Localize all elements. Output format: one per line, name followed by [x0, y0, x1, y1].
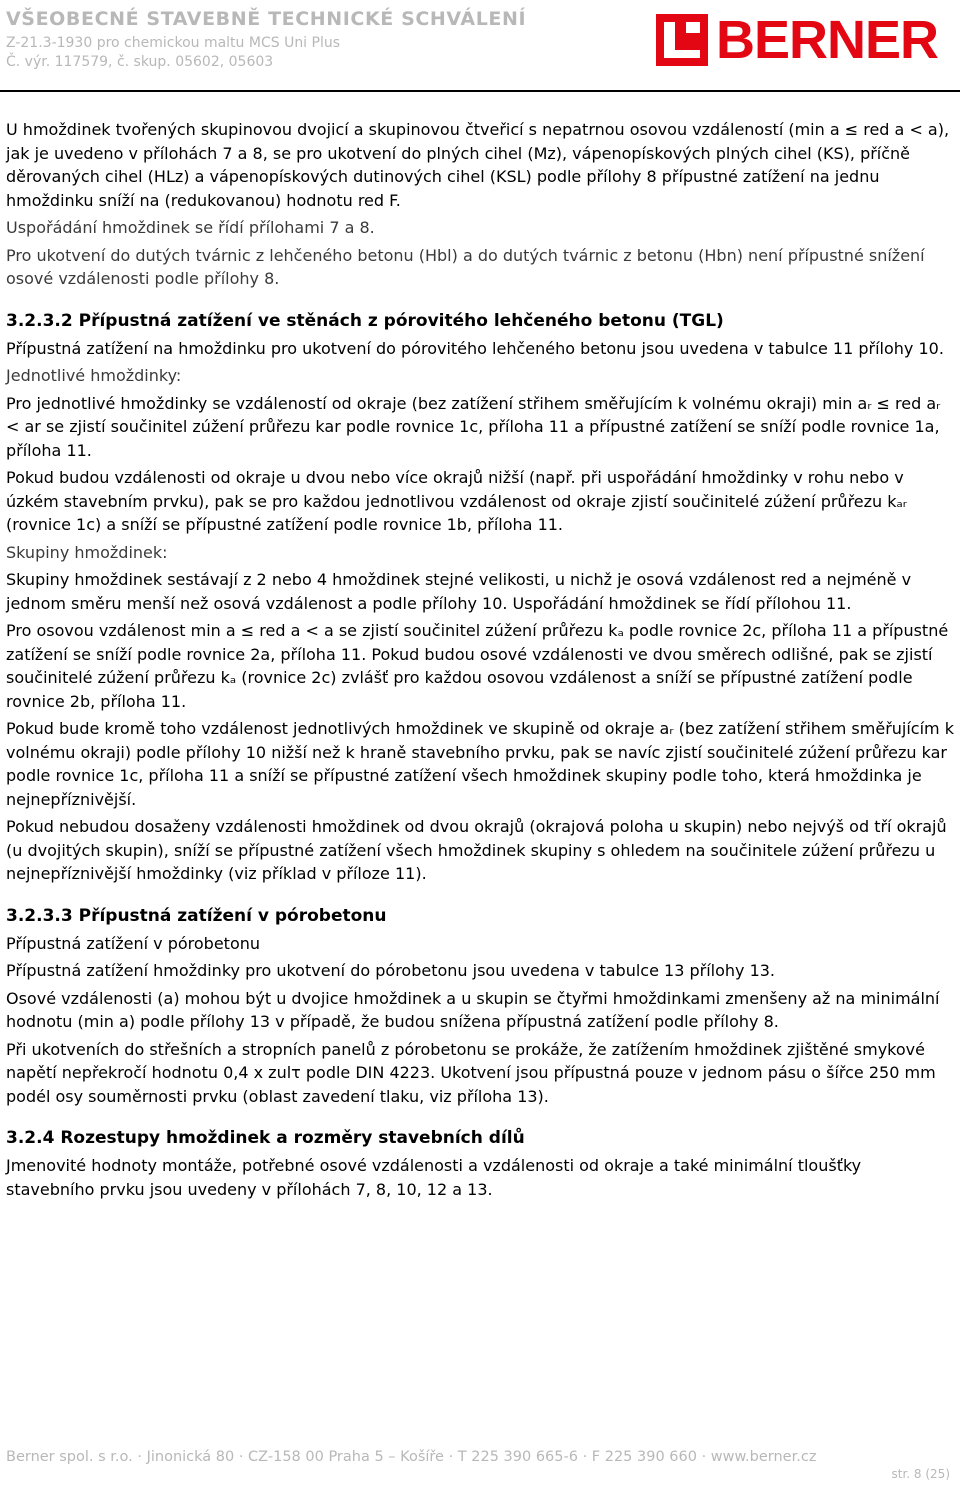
paragraph-edge-distance: Pokud bude kromě toho vzdálenost jednotlivých hmoždinek ve skupině od okraje aᵣ (bez zatížení střihem směřujícím k volnému okraji) podle přílohy 10 nižší než k hraně stavebního prvku, pak se navíc zjistí součinitelé zúžení průřezu kar podle rovnice 1c, příloha 11 a sníží se přípustné zatížení všech hmoždinek skupiny podle toho, která hmoždinka je nejnepříznivější. [6, 719, 954, 809]
berner-logo [656, 10, 956, 70]
berner-logo-text: BERNER [716, 10, 939, 70]
paragraph-single-anchors: Pro jednotlivé hmoždinky se vzdáleností od okraje (bez zatížení střihem směřujícím k volnému okraji) min aᵣ ≤ red aᵣ < ar se zjistí součinitel zúžení průřezu kar podle rovnice 1c, příloha 11 a přípustné zatížení se sníží podle rovnice 1a, příloha 11. [6, 393, 941, 460]
paragraph-edge-positions: Pokud nebudou dosaženy vzdálenosti hmoždinek od dvou okrajů (okrajová poloha u skupin) nebo nejvýš od tří okrajů (u dvojitých skupin), sníží se přípustné zatížení všech hmoždinek skupiny s ohledem na součinitele zúžení průřezu u nejnepříznivější hmoždinky (viz příklad v příloze 11). [6, 817, 947, 883]
paragraph-arrangement: Uspořádání hmoždinek se řídí přílohami 7 a 8. [6, 218, 375, 237]
paragraph-aerated-loads: Přípustná zatížení hmoždinky pro ukotvení do pórobetonu jsou uvedena v tabulce 13 přílohy 13. [6, 961, 776, 980]
section-heading-3-2-3-2: 3.2.3.2 Přípustná zatížení ve stěnách z pórovitého lehčeného betonu (TGL) [6, 310, 724, 331]
section-heading-3-2-4: 3.2.4 Rozestupy hmoždinek a rozměry stavebních dílů [6, 1128, 525, 1148]
paragraph-anchor-groups: Skupiny hmoždinek sestávají z 2 nebo 4 hmoždinek stejné velikosti, u nichž je osová vzdálenost red a nejméně v jednom směru menší než osová vzdálenost a podle přílohy 10. Uspořádání hmoždinek se řídí přílohou 11. [6, 570, 912, 613]
paragraph-multiple-edges: Pokud budou vzdálenosti od okraje u dvou nebo více okrajů nižší (např. při uspořádání hmoždinky v rohu nebo v úzkém stavebním prvku), pak se pro každou jednotlivou vzdálenost od okraje zjistí součinitelé zúžení průřezu kₐᵣ (rovnice 1c) a sníží se přípustné zatížení podle rovnice 1b, příloha 11. [6, 468, 907, 534]
paragraph-hollow-blocks: Pro ukotvení do dutých tvárnic z lehčeného betonu (Hbl) a do dutých tvárnic z betonu (Hbn) není přípustné snížení osové vzdálenosti podle přílohy 8. [6, 245, 925, 288]
subheading-aerated-concrete: Přípustná zatížení v pórobetonu [6, 933, 261, 953]
berner-logo-icon [656, 14, 708, 66]
paragraph-tgl-loads: Přípustná zatížení na hmoždinku pro ukotvení do pórovitého lehčeného betonu jsou uvedena v tabulce 11 přílohy 10. [6, 338, 944, 358]
document-body [6, 118, 954, 1205]
paragraph-axial-distances: Osové vzdálenosti (a) mohou být u dvojice hmoždinek a u skupin se čtyřmi hmoždinkami zmenšeny až na minimální hodnotu (min a) podle přílohy 13 v případě, že budou sníženа přípustná zatížení podle přílohy 8. [6, 988, 940, 1031]
subheading-anchor-groups: Skupiny hmoždinek: [6, 542, 168, 562]
subheading-single-anchors: Jednotlivé hmoždinky: [6, 366, 182, 385]
header-divider [0, 90, 960, 92]
paragraph-roof-panels: Při ukotveních do střešních a stropních panelů z pórobetonu se prokáže, že zatížením hmoždinek zjištěné smykové napětí nepřekročí hodnotu 0,4 x zulτ podle DIN 4223. Ukotvení jsou přípustná pouze v jednom pásu o šířce 250 mm podél osy souměrnosti prvku (oblast zavedení tlaku, viz příloha 13). [6, 1039, 936, 1106]
approval-number: Z-21.3-1930 pro chemickou maltu MCS Uni Plus [6, 35, 341, 51]
paragraph-group-anchors: U hmoždinek tvořených skupinovou dvojicí a skupinovou čtveřicí s nepatrnou osovou vzdáleností (min a ≤ red a < a), jak je uvedeno v přílohách 7 a 8, se pro ukotvení do plných cihel (Mz), vápenopískových plných cihel (KS), příčně děrovaných cihel (HLz) a vápenopískových dutinových cihel (KSL) podle přílohy 8 přípustné zatížení na jednu hmoždinku sníží na (redukovanou) hodnotu red F. [6, 120, 950, 210]
document-header-title: VŠEOBECNÉ STAVEBNĚ TECHNICKÉ SCHVÁLENÍ [6, 8, 527, 30]
section-heading-3-2-3-3: 3.2.3.3 Přípustná zatížení v pórobetonu [6, 905, 387, 926]
paragraph-axial-spacing: Pro osovou vzdálenost min a ≤ red a < a se zjistí součinitel zúžení průřezu kₐ podle rovnice 2c, příloha 11 a přípustné zatížení se sníží podle rovnice 2a, příloha 11. Pokud budou osové vzdálenosti ve dvou směrech odlišné, pak se zjistí součinitelé zúžení průřezu kₐ (rovnice 2c) zvlášť pro každou osovou vzdálenost a sníží se přípustné zatížení podle rovnice 2b, příloha 11. [6, 621, 949, 711]
page-number: str. 8 (25) [891, 1467, 950, 1481]
footer-company-info: Berner spol. s r.o. · Jinonická 80 · CZ-158 00 Praha 5 – Košíře · T 225 390 665-6 · F 225 390 660 · www.berner.cz [6, 1449, 817, 1465]
paragraph-installation-values: Jmenovité hodnoty montáže, potřebné osové vzdálenosti a vzdálenosti od okraje a také minimální tloušťky stavebního prvku jsou uvedeny v přílohách 7, 8, 10, 12 a 13. [6, 1156, 862, 1199]
product-number: Č. výr. 117579, č. skup. 05602, 05603 [6, 54, 274, 70]
